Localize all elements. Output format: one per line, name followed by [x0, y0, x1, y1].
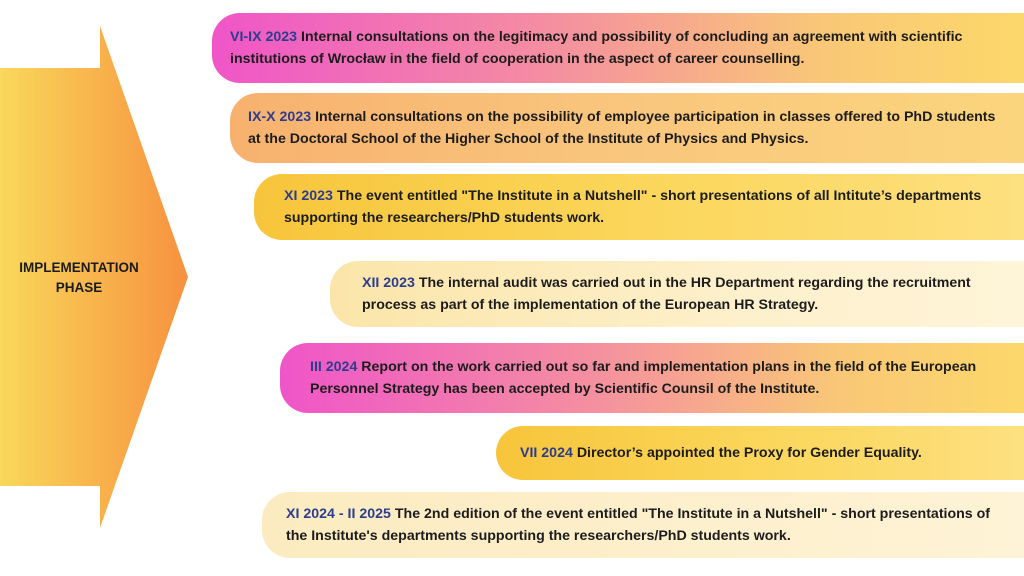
timeline-event	[280, 343, 1024, 413]
timeline-event	[212, 13, 1024, 83]
timeline-event	[262, 492, 1024, 558]
event-date: VII 2024	[520, 445, 573, 461]
event-text: Internal consultations on the possibility of employee participation in classes offered to PhD students at the Doctoral School of the Higher School of the Institute of Physics and Physics.	[248, 109, 996, 147]
timeline-event	[330, 261, 1024, 327]
event-text: Internal consultations on the legitimacy and possibility of concluding an agreement with scientific institutions of Wrocław in the field of cooperation in the aspect of career counselling.	[230, 29, 963, 67]
event-date: III 2024	[310, 359, 358, 375]
event-text: The internal audit was carried out in the HR Department regarding the recruitment process as part of the implementation of the European HR Strategy.	[362, 275, 971, 313]
event-text: Director’s appointed the Proxy for Gender Equality.	[576, 445, 922, 461]
event-date: IX-X 2023	[248, 109, 312, 125]
event-text: Report on the work carried out so far and implementation plans in the field of the European Personnel Strategy has been accepted by Scientific Counsil of the Institute.	[310, 359, 977, 397]
event-date: XI 2023	[284, 188, 333, 204]
event-text: The 2nd edition of the event entitled "The Institute in a Nutshell" - short presentations of the Institute's departments supporting the researchers/PhD students work.	[286, 506, 991, 544]
timeline-event	[230, 93, 1024, 163]
timeline-event	[496, 426, 1024, 480]
event-date: VI-IX 2023	[230, 29, 298, 45]
event-date: XII 2023	[362, 275, 415, 291]
phase-label: IMPLEMENTATION PHASE	[19, 260, 139, 295]
timeline-event	[254, 174, 1024, 240]
event-date: XI 2024 - II 2025	[286, 506, 391, 522]
event-text: The event entitled "The Institute in a Nutshell" - short presentations of all Intitute’s departments supporting the researchers/PhD students work.	[284, 188, 982, 226]
